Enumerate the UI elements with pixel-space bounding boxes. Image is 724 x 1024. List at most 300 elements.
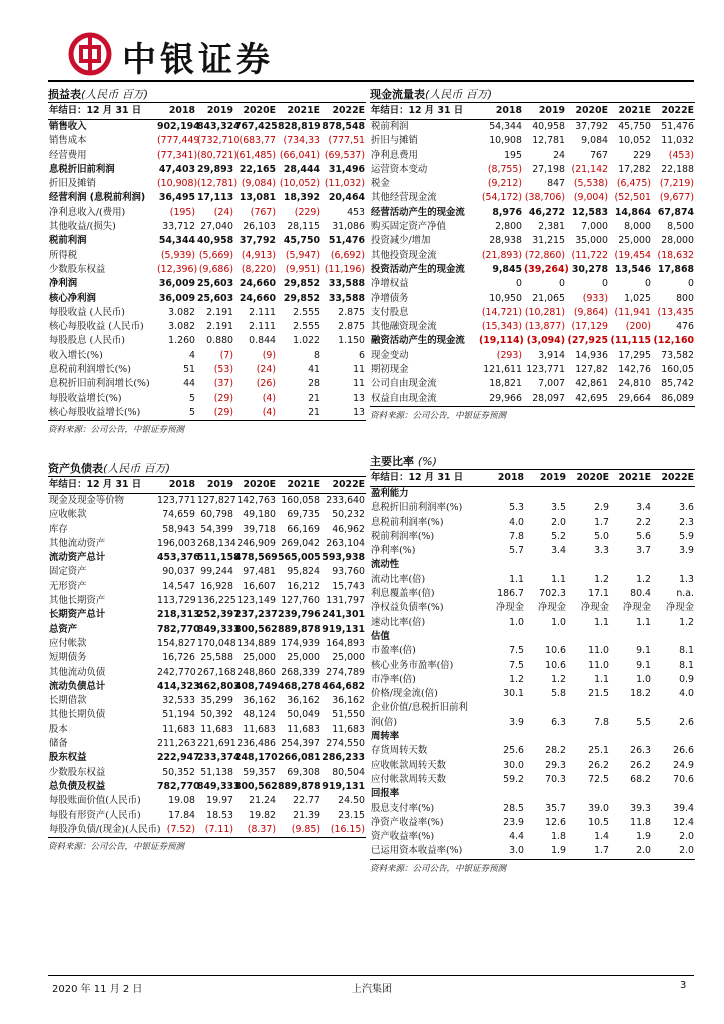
cell-value: 1.2 [551, 673, 566, 685]
cell-value: 净现金 [495, 602, 524, 614]
row-label: 税前利润率(%) [371, 530, 435, 542]
cell-value: 236,486 [237, 738, 276, 750]
cell-value: 131,797 [326, 595, 365, 607]
cell-value: 269,042 [281, 537, 320, 549]
row-label: 现金及现金等价物 [49, 495, 125, 506]
table-row [370, 206, 695, 220]
cell-value: 31,215 [532, 235, 565, 247]
cell-value: 123,149 [237, 595, 276, 607]
row-label: 净权益负债率(%) [371, 602, 444, 614]
footer-divider [48, 975, 694, 976]
cell-value [610, 630, 652, 644]
cell-value: 51,476 [328, 235, 365, 247]
cell-value: 72.5 [588, 773, 609, 785]
cell-value: (4,913) [241, 249, 276, 261]
cell-value: 919,131 [322, 623, 365, 635]
row-label: 净资产收益率(%) [371, 816, 444, 828]
cell-value: 7,007 [538, 378, 565, 390]
cell-value: 218,313 [157, 609, 200, 621]
cell-value: 42,695 [566, 392, 609, 407]
cell-value: 5.5 [636, 716, 651, 728]
cell-value: (6,692) [330, 249, 365, 261]
cell-value: 3.4 [551, 545, 566, 557]
table-row [48, 737, 366, 751]
cell-value: 9,084 [581, 135, 608, 147]
cell-value: 7.8 [594, 716, 609, 728]
cell-value: 1.260 [168, 335, 195, 347]
cell-value: 0 [602, 278, 608, 290]
cell-value: 49,180 [243, 509, 276, 521]
table-row [370, 292, 695, 306]
cell-value: 25,000 [618, 235, 651, 247]
cell-value: 196,003 [157, 537, 196, 549]
cell-value: 39.0 [588, 802, 609, 814]
row-label: 净增权益 [371, 278, 409, 290]
row-label: 运营资本变动 [371, 163, 428, 175]
cell-value: 35.7 [545, 802, 566, 814]
cell-value: 408,749 [235, 680, 278, 692]
table-row [48, 666, 366, 680]
balance-sheet-table [48, 476, 366, 838]
table-row [370, 659, 695, 673]
row-label: 融资活动产生的现金流 [371, 335, 465, 347]
section-title: 资产负债表(人民币 百万) [48, 462, 171, 475]
cell-value: 195 [504, 149, 522, 161]
cell-value: 1.0 [509, 616, 524, 628]
cell-value: 127,760 [281, 595, 320, 607]
cell-value: 1.1 [594, 616, 609, 628]
cell-value: (54,172) [481, 192, 522, 204]
table-row [48, 363, 366, 377]
cell-value: 44 [183, 378, 195, 390]
cell-value: (19,114) [479, 335, 524, 347]
row-label: 已运用资本收益率(%) [370, 844, 483, 859]
row-label: 收入增长(%) [49, 349, 103, 361]
cell-value: 51 [183, 364, 195, 376]
cell-value: 5.9 [679, 530, 694, 542]
cell-value: 0 [516, 278, 522, 290]
cell-value [525, 558, 567, 572]
cell-value: (13,435 [657, 306, 694, 318]
table-row [48, 163, 366, 177]
row-label: 其他融资现金流 [371, 321, 437, 333]
cell-value: 12.6 [545, 816, 566, 828]
table-row [48, 651, 366, 665]
table-row [48, 349, 366, 363]
cell-value: 13,546 [614, 263, 651, 275]
table-row [370, 249, 695, 263]
table-row [48, 708, 366, 722]
cell-value: (777,449 [157, 135, 200, 147]
table-row [48, 508, 366, 522]
column-header-year: 2021E [609, 103, 652, 120]
cell-value: 1.2 [636, 573, 651, 585]
cell-value: 11.8 [630, 816, 651, 828]
cell-value: 211,263 [157, 738, 196, 750]
cell-value [652, 787, 695, 801]
row-label: 息税前利润率(%) [371, 516, 444, 528]
row-label: 销售成本 [49, 135, 87, 147]
cell-value: 32,533 [162, 695, 195, 707]
table-row [48, 551, 366, 565]
cell-value: 25,000 [243, 652, 276, 664]
cell-value: 66,169 [287, 523, 320, 535]
cell-value: 453,376 [157, 552, 200, 564]
cell-value: 45,750 [283, 235, 320, 247]
cell-value: 478,569 [235, 552, 278, 564]
cell-value: 51,550 [332, 709, 365, 721]
cell-value: 241,301 [322, 609, 365, 621]
table-row [370, 802, 695, 816]
cell-value: 净现金 [537, 602, 566, 614]
row-label: 总资产 [49, 623, 78, 635]
row-label: 存货周转天数 [371, 745, 428, 757]
cell-value [652, 730, 695, 744]
cell-value: 26,103 [243, 221, 276, 233]
cell-value: (933) [582, 292, 608, 304]
cell-value: 10,908 [489, 135, 522, 147]
row-label: 长期借款 [49, 695, 87, 707]
cell-value: 39.4 [673, 802, 694, 814]
cell-value: 24 [553, 149, 565, 161]
cell-value: 3.3 [594, 545, 609, 557]
cell-value: 127,827 [197, 495, 236, 506]
row-label: 股息支付率(%) [371, 802, 435, 814]
cell-value: 1.9 [636, 831, 651, 843]
row-label: 流动资产总计 [49, 552, 106, 564]
table-row [48, 637, 366, 651]
cell-value: 54,344 [158, 235, 195, 247]
cell-value: 16,726 [162, 652, 195, 664]
cell-value: 21.39 [293, 809, 320, 821]
row-label: 核心每股收益增长(%) [48, 406, 156, 421]
cell-value: 1.8 [551, 831, 566, 843]
cell-value: 1.1 [636, 616, 651, 628]
cell-value: (80,721) [197, 149, 238, 161]
cell-value: 17.84 [168, 809, 195, 821]
cell-value: 0 [688, 278, 694, 290]
cell-value: 22.77 [293, 795, 320, 807]
cell-value: 24,660 [239, 292, 276, 304]
cell-value: 24,810 [618, 378, 651, 390]
cell-value: 2.555 [293, 321, 320, 333]
cell-value: 468,278 [278, 680, 321, 692]
cash-flow-section [370, 88, 695, 422]
table-row [48, 191, 366, 205]
cell-value: 5.2 [551, 530, 566, 542]
cell-value: 40,958 [532, 121, 565, 132]
cell-value: (7,219) [659, 178, 694, 190]
cell-value: 54,344 [489, 121, 522, 132]
cell-value: 35,299 [200, 695, 233, 707]
cell-value: 17,113 [197, 192, 234, 204]
table-row [370, 349, 695, 363]
cell-value: 0.9 [679, 673, 694, 685]
cell-value: 268,339 [281, 666, 320, 678]
cell-value: 0 [559, 278, 565, 290]
cell-value [652, 487, 695, 502]
cell-value: 1.3 [679, 573, 694, 585]
cell-value: 70.6 [673, 773, 694, 785]
cell-value: 800,562 [235, 623, 278, 635]
cell-value: (4) [234, 406, 277, 421]
cell-value: (29) [196, 406, 234, 421]
cell-value [525, 487, 567, 502]
row-label: 现金变动 [371, 349, 409, 361]
row-label: 无形资产 [49, 580, 87, 592]
cell-value: 0.880 [206, 335, 233, 347]
cell-value: 21,065 [532, 292, 565, 304]
table-row [370, 616, 695, 630]
cell-value: (9,084) [241, 178, 276, 190]
table-row [48, 277, 366, 291]
cell-value: 30,278 [571, 263, 608, 275]
cell-value: 51,138 [200, 766, 233, 778]
cell-value: 4.0 [679, 688, 694, 700]
cell-value: (52,501 [614, 192, 651, 204]
column-header-year: 2021E [277, 103, 321, 120]
cell-value: 80,504 [332, 766, 365, 778]
cell-value: 1.0 [551, 616, 566, 628]
source-note: 资料来源：公司公告，中银证券预测 [48, 842, 185, 853]
cell-value: 31,086 [332, 221, 365, 233]
row-label: 股东权益 [49, 752, 87, 764]
row-label: 企业价值/息税折旧前利 [371, 702, 468, 714]
cell-value: 2,381 [538, 221, 565, 233]
cell-value: 11,683 [332, 723, 365, 735]
row-label: 估值 [371, 630, 390, 642]
cell-value: 25.6 [503, 745, 524, 757]
cell-value: (9,004) [573, 192, 608, 204]
source-note: 资料来源：公司公告，中银证券预测 [370, 410, 507, 421]
cell-value: 8,500 [667, 221, 694, 233]
cell-value: 28,938 [489, 235, 522, 247]
column-header-year: 2018 [483, 470, 525, 487]
cell-value: 16,212 [287, 580, 320, 592]
cell-value: 51,476 [661, 121, 694, 132]
cell-value: 17,295 [618, 349, 651, 361]
cell-value: 16,928 [200, 580, 233, 592]
header-divider [48, 80, 694, 82]
row-label: 市盈率(倍) [371, 645, 416, 657]
cell-value: 160,058 [281, 495, 320, 506]
table-row [48, 766, 366, 780]
cell-value: 25,000 [287, 652, 320, 664]
row-label: 息税折旧前利润增长(%) [49, 378, 150, 390]
row-label: 息税折旧前利润率(%) [371, 502, 463, 514]
cell-value: 39.3 [630, 802, 651, 814]
column-header-year: 2022E [321, 103, 366, 120]
cell-value: 11.0 [588, 645, 609, 657]
cell-value: (13,877) [524, 321, 565, 333]
cell-value [567, 730, 610, 744]
cell-value: (18,632 [657, 249, 694, 261]
cell-value [525, 630, 567, 644]
table-row [48, 580, 366, 594]
cell-value: 767 [590, 149, 608, 161]
cell-value: 5.0 [594, 530, 609, 542]
row-label: 净利息收入/(费用) [49, 206, 126, 218]
cell-value: 19.82 [249, 809, 276, 821]
row-label: 其他经营现金流 [371, 192, 437, 204]
table-row [370, 516, 695, 530]
row-label: 利息覆盖率(倍) [371, 588, 435, 600]
cell-value: 164,893 [326, 637, 365, 649]
section-title: 主要比率 (%) [370, 455, 437, 468]
cell-value: (12,781) [197, 178, 238, 190]
cell-value: 464,682 [322, 680, 365, 692]
cell-value: (69,537) [324, 149, 365, 161]
cell-value: (293) [496, 349, 522, 361]
cell-value: (229) [294, 206, 320, 218]
table-row [370, 377, 695, 391]
cell-value: 净现金 [580, 602, 609, 614]
cell-value: (27,925 [567, 335, 608, 347]
cell-value: 16,607 [243, 580, 276, 592]
cell-value: (9,677) [659, 192, 694, 204]
cell-value: 50,049 [287, 709, 320, 721]
cell-value: (19,454 [614, 249, 651, 261]
income-statement-table [48, 102, 366, 421]
row-label: 固定资产 [49, 566, 87, 578]
cell-value: 80.4 [630, 588, 651, 600]
cell-value: 25,588 [200, 652, 233, 664]
cell-value: 27,040 [200, 221, 233, 233]
table-row [48, 292, 366, 306]
cell-value [610, 701, 652, 715]
brand-name: 中银证券 [122, 40, 274, 80]
table-row [48, 406, 366, 421]
table-row [370, 630, 695, 644]
column-header-year: 2022E [652, 470, 695, 487]
row-label: 净增债务 [371, 292, 409, 304]
row-label: 速动比率(倍) [371, 616, 426, 628]
cell-value: 18.53 [206, 809, 233, 821]
cell-value: 274,789 [326, 666, 365, 678]
cell-value: 28.5 [503, 802, 524, 814]
cell-value: 29,966 [478, 392, 523, 407]
cell-value [483, 558, 525, 572]
cell-value: 39,718 [243, 523, 276, 535]
cell-value [567, 701, 610, 715]
cell-value: 10,052 [618, 135, 651, 147]
row-label: 少数股东权益 [49, 263, 106, 275]
cell-value: 9.1 [636, 659, 651, 671]
table-row [370, 177, 695, 191]
cell-value: 33,588 [328, 278, 365, 290]
cell-value: 68.2 [630, 773, 651, 785]
cell-value: 33,712 [162, 221, 195, 233]
cell-value: 239,796 [278, 609, 321, 621]
cell-value: 7.8 [509, 530, 524, 542]
column-header-year: 2019 [196, 103, 234, 120]
cell-value: 26.2 [630, 759, 651, 771]
table-row [48, 206, 366, 220]
cell-value: 3.9 [509, 716, 524, 728]
cell-value: 782,770 [157, 780, 200, 792]
cell-value: 593,938 [322, 552, 365, 564]
cell-value: 782,770 [157, 623, 200, 635]
cell-value: 51,194 [162, 709, 195, 721]
cell-value: 13 [353, 392, 365, 404]
cell-value: 2.875 [338, 306, 365, 318]
cell-value: 1.2 [509, 673, 524, 685]
cell-value: 18,821 [489, 378, 522, 390]
cell-value: (683,77 [239, 135, 276, 147]
cell-value: 123,771 [526, 364, 565, 376]
cell-value: 50,392 [200, 709, 233, 721]
table-row [370, 501, 695, 515]
cell-value: 13 [321, 406, 366, 421]
cell-value: 3.0 [483, 844, 525, 859]
row-label: 每股净负债/(现金)(人民币) [48, 823, 156, 838]
cell-value: 7,000 [581, 221, 608, 233]
row-label: 流动比率(倍) [371, 573, 426, 585]
cell-value: 12,583 [571, 206, 608, 218]
cell-value: (10,908) [157, 178, 198, 190]
table-row [48, 751, 366, 765]
cell-value: 237,237 [235, 609, 278, 621]
table-row [370, 558, 695, 572]
row-label: 折旧与摊销 [371, 135, 418, 147]
cell-value: 142,76 [618, 364, 651, 376]
cell-value: (9,212) [487, 178, 522, 190]
cell-value: 29,893 [197, 163, 234, 175]
cell-value: 67,874 [657, 206, 694, 218]
cell-value: (734,33 [283, 135, 320, 147]
cell-value: 1.0 [636, 673, 651, 685]
cell-value [525, 701, 567, 715]
cell-value: 47,403 [158, 163, 195, 175]
cell-value: 847 [547, 178, 565, 190]
table-row [48, 120, 366, 135]
table-row [48, 177, 366, 191]
cell-value: 73,582 [661, 349, 694, 361]
row-label: 税金 [371, 178, 390, 190]
cell-value: 186.7 [497, 588, 524, 600]
income-statement-section [48, 88, 366, 436]
cell-value: (16.15) [321, 823, 366, 838]
column-header-label: 年结日：12 月 31 日 [370, 103, 478, 120]
cell-value: 2.9 [594, 502, 609, 514]
row-label: 流动负债总计 [49, 680, 106, 692]
cell-value: (8,220) [241, 263, 276, 275]
cell-value: 60,798 [200, 509, 233, 521]
cell-value: 878,548 [322, 121, 365, 132]
column-header-year: 2020E [566, 103, 609, 120]
cell-value: 229 [633, 149, 651, 161]
row-label: 所得税 [49, 249, 78, 261]
column-header-year: 2022E [321, 477, 366, 494]
cell-value: 7.5 [509, 645, 524, 657]
cell-value [610, 487, 652, 502]
table-row [370, 573, 695, 587]
section-title: 现金流量表(人民币 百万) [370, 88, 493, 101]
cell-value: 25,000 [332, 652, 365, 664]
cell-value: (3,094) [526, 335, 565, 347]
cell-value [610, 787, 652, 801]
cell-value: 86,089 [652, 392, 695, 407]
row-label: 其他流动负债 [49, 666, 106, 678]
table-row [48, 377, 366, 391]
cell-value: (39,264) [524, 263, 569, 275]
row-label: 股本 [49, 723, 68, 735]
row-label: 折旧及摊销 [49, 178, 96, 190]
table-row [370, 587, 695, 601]
cell-value: 14,864 [614, 206, 651, 218]
cell-value: 21.24 [249, 795, 276, 807]
cell-value: 3,914 [538, 349, 565, 361]
